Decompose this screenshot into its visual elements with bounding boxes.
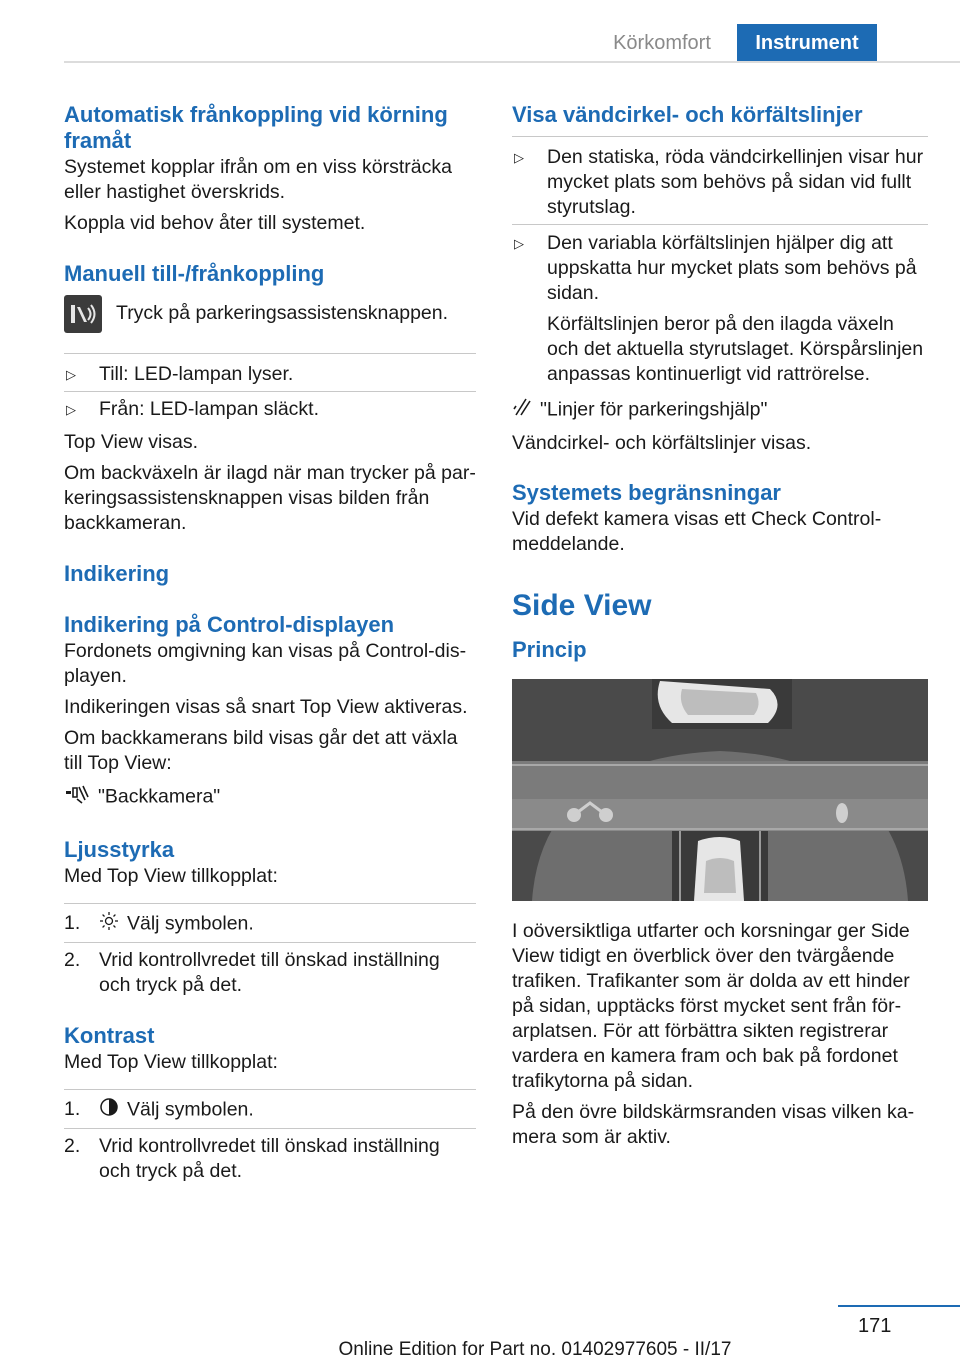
reverse-gear-text: Om backväxeln är ilagd när man trycker på parkeringsassistensknappen visas bilden från backkameran. xyxy=(64,462,476,534)
lines-bullet-2: Den variabla körfältslinjen hjälper dig att uppskatta hur mycket plats som behövs på sidan. xyxy=(547,232,917,304)
header-rule xyxy=(64,61,960,63)
step-number: 2. xyxy=(64,949,81,971)
indication-heading: Indikering xyxy=(64,561,170,586)
park-assist-button-icon xyxy=(64,295,102,333)
contrast-step-1: Välj symbolen. xyxy=(127,1098,254,1121)
manual-toggle-text: Tryck på parkeringsassistensknappen. xyxy=(116,302,449,324)
auto-disconnect-text-1: Systemet kopplar ifrån om en viss körsträcka eller hastighet överskrids. xyxy=(64,156,452,203)
edition-footer: Online Edition for Part no. 01402977605 - II/17 xyxy=(338,1339,732,1360)
control-display-heading: Indikering på Control-displayen xyxy=(64,612,395,637)
triangle-bullet-icon: ▷ xyxy=(66,402,76,417)
principle-heading: Princip xyxy=(512,637,587,662)
separator xyxy=(64,942,476,943)
triangle-bullet-icon: ▷ xyxy=(514,236,524,251)
brightness-step-2: Vrid kontrollvredet till önskad inställning och tryck på det. xyxy=(99,949,440,996)
left-column xyxy=(64,102,476,1184)
list-item xyxy=(64,1134,476,1184)
lines-heading: Visa vändcirkel- och körfältslinjer xyxy=(512,102,863,127)
manual-toggle-row xyxy=(64,295,476,335)
brightness-heading: Ljusstyrka xyxy=(64,837,175,862)
limitations-text: Vid defekt kamera visas ett Check Control-meddelande. xyxy=(512,508,882,555)
list-item xyxy=(64,397,476,422)
list-item xyxy=(64,1097,476,1124)
separator xyxy=(512,136,928,137)
right-column xyxy=(512,102,928,1150)
footer-rule xyxy=(838,1305,960,1307)
separator xyxy=(64,1128,476,1129)
bullet-off-text: Från: LED-lampan släckt. xyxy=(99,398,319,420)
limitations-heading: Systemets begränsningar xyxy=(512,480,781,505)
backcam-menu-row xyxy=(64,783,476,812)
lines-bullet-1: Den statiska, röda vändcirkellinjen visar hur mycket plats som behövs på sidan vid fullt styrutslag. xyxy=(547,146,924,218)
step-number: 1. xyxy=(64,1098,81,1120)
auto-disconnect-text-2: Koppla vid behov åter till systemet. xyxy=(64,212,366,234)
principle-text-2: På den övre bildskärmsranden visas vilken kamera som är aktiv. xyxy=(512,1101,915,1148)
contrast-heading: Kontrast xyxy=(64,1023,155,1048)
contrast-intro: Med Top View tillkopplat: xyxy=(64,1051,278,1073)
list-item xyxy=(512,231,928,306)
separator xyxy=(64,1089,476,1090)
step-number: 1. xyxy=(64,912,81,934)
control-display-text-2: Indikeringen visas så snart Top View aktiveras. xyxy=(64,696,468,718)
lines-shown-text: Vändcirkel- och körfältslinjer visas. xyxy=(512,432,812,454)
control-display-text-3: Om backkamerans bild visas går det att växla till Top View: xyxy=(64,727,458,774)
triangle-bullet-icon: ▷ xyxy=(514,150,524,165)
brightness-step-1: Välj symbolen. xyxy=(127,912,254,935)
lines-note: Körfältslinjen beror på den ilagda växeln och det aktuella styrutslaget. Körspårslinjen anpassas kontinuerligt vid rattrörelse. xyxy=(547,313,924,385)
side-view-illustration xyxy=(512,679,928,901)
contrast-step-2: Vrid kontrollvredet till önskad inställning och tryck på det. xyxy=(99,1135,440,1182)
list-item xyxy=(64,948,476,998)
parking-lines-icon xyxy=(512,397,532,424)
principle-text-1: I oöversiktliga utfarter och korsningar ger Side View tidigt en överblick över den tvärgående trafiken. Trafikanter som är dolda av ett hinder på sidan, upptäcks först mycket sent från förarplatsen. För att förbättra sikten registrerar vardera en kamera fram och bak på fordonet trafikytorna på sidan. xyxy=(512,920,910,1092)
header-tab-instrument[interactable]: Instrument xyxy=(737,24,877,62)
brightness-intro: Med Top View tillkopplat: xyxy=(64,865,278,887)
side-view-chapter-heading: Side View xyxy=(512,589,652,622)
backcamera-icon xyxy=(64,783,90,812)
list-item xyxy=(512,145,928,220)
step-number: 2. xyxy=(64,1135,81,1157)
control-display-text-1: Fordonets omgivning kan visas på Control-displayen. xyxy=(64,640,467,687)
triangle-bullet-icon: ▷ xyxy=(66,367,76,382)
parking-lines-label: "Linjer för parkeringshjälp" xyxy=(540,398,768,421)
contrast-icon xyxy=(99,1097,119,1124)
backcam-menu-label: "Backkamera" xyxy=(98,785,221,808)
separator xyxy=(64,903,476,904)
auto-disconnect-heading: Automatisk frånkoppling vid körning framåt xyxy=(64,102,448,153)
brightness-sun-icon xyxy=(99,911,119,938)
bullet-on-text: Till: LED-lampan lyser. xyxy=(99,363,294,385)
page-number: 171 xyxy=(858,1315,892,1337)
separator xyxy=(64,353,476,354)
header-tab-korkomfort[interactable]: Körkomfort xyxy=(613,32,711,54)
list-item xyxy=(64,362,476,387)
topview-shown-text: Top View visas. xyxy=(64,431,199,453)
separator xyxy=(64,391,476,392)
manual-toggle-heading: Manuell till-/frånkoppling xyxy=(64,261,325,286)
parking-lines-menu-row xyxy=(512,397,928,424)
separator xyxy=(512,224,928,225)
list-item xyxy=(64,911,476,938)
